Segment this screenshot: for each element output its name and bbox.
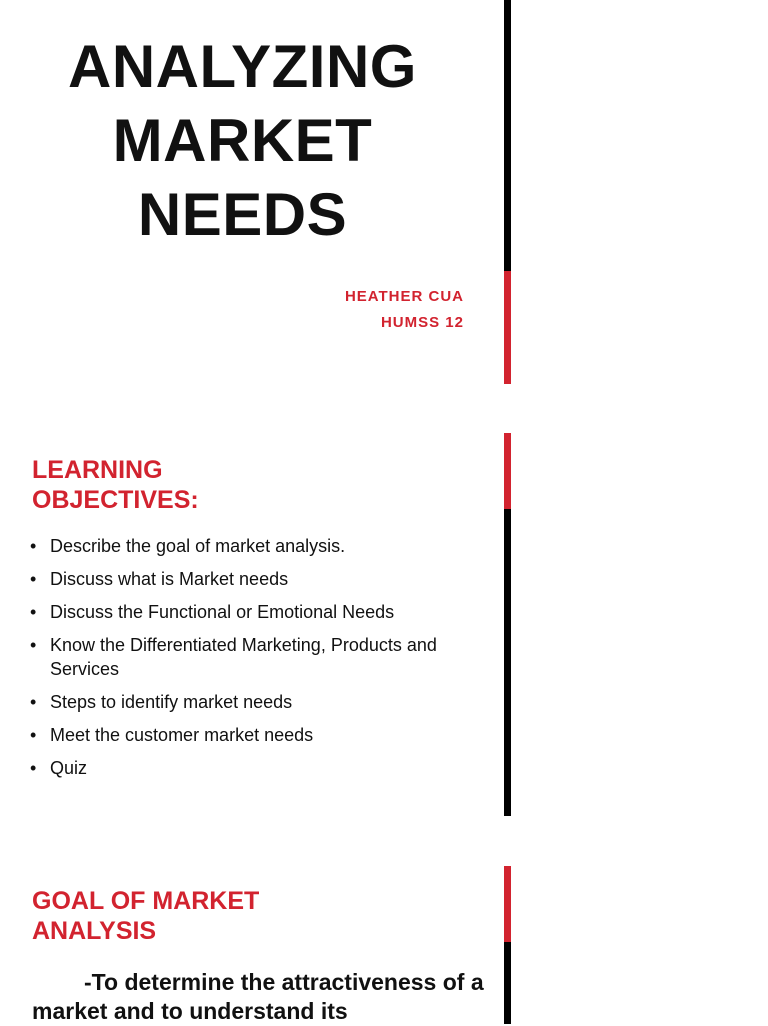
title-line: MARKET — [112, 107, 373, 174]
list-item: • Discuss what is Market needs — [30, 567, 490, 591]
list-item: • Know the Differentiated Marketing, Products and Services — [30, 633, 490, 681]
list-item: • Quiz — [30, 756, 490, 780]
title-line: NEEDS — [137, 181, 348, 248]
goal-slide — [0, 866, 768, 1024]
accent-bar-red — [504, 433, 511, 509]
goal-heading — [32, 886, 259, 946]
accent-bar-black — [504, 509, 511, 816]
title-slide — [0, 0, 768, 384]
heading-line: ANALYSIS — [32, 917, 157, 945]
heading-line: GOAL OF MARKET — [32, 887, 260, 915]
objectives-list — [30, 534, 490, 789]
title-line: ANALYZING — [68, 33, 417, 100]
accent-bar-black — [504, 942, 511, 1024]
heading-line: OBJECTIVES: — [32, 486, 199, 514]
author-class: HUMSS 12 — [380, 314, 464, 331]
list-item: • Discuss the Functional or Emotional Needs — [30, 600, 490, 624]
accent-bar-red — [504, 866, 511, 942]
heading-line: LEARNING — [32, 456, 163, 484]
author-block — [345, 284, 464, 336]
objectives-slide — [0, 433, 768, 816]
list-item: • Meet the customer market needs — [30, 723, 490, 747]
accent-bar-red — [504, 271, 511, 384]
accent-bar-black — [504, 0, 511, 271]
author-name: HEATHER CUA — [344, 288, 464, 305]
objectives-heading — [32, 455, 199, 515]
presentation-title — [0, 30, 485, 252]
list-item: • Steps to identify market needs — [30, 690, 490, 714]
goal-body-text: -To determine the attractiveness of a market and to understand its — [32, 969, 484, 1024]
list-item: • Describe the goal of market analysis. — [30, 534, 490, 558]
